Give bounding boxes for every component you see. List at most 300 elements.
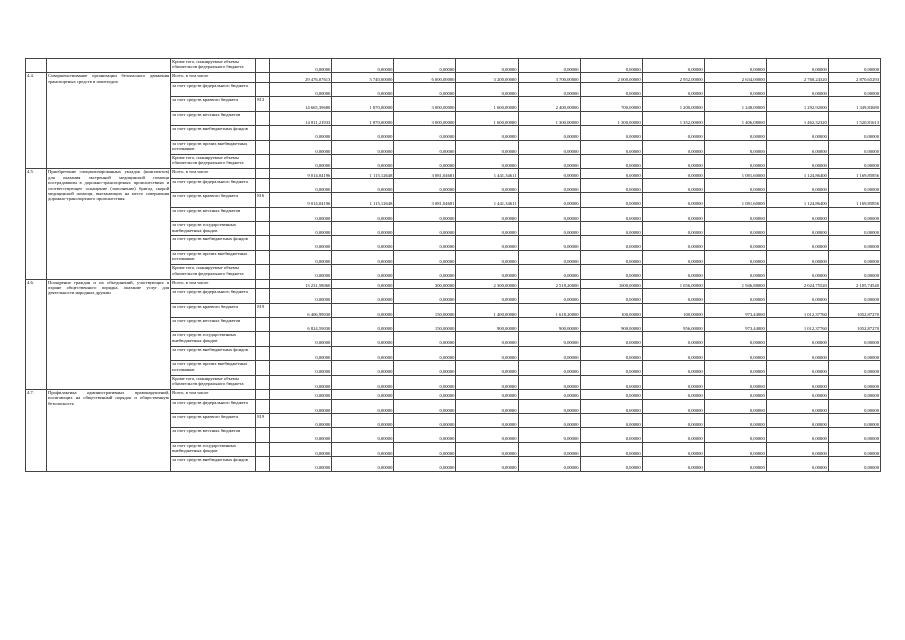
funding-source: за счет средств местных бюджетов [171, 428, 256, 442]
amount-cell: 1 441,34611 [456, 169, 518, 179]
amount-cell: 1 081,60000 [704, 169, 766, 179]
amount-cell: 0,00000 [456, 59, 518, 73]
amount-cell: 0,00000 [270, 361, 332, 375]
budget-code [256, 169, 270, 179]
amount-cell: 0,00000 [332, 236, 394, 250]
amount-cell: 150,00000 [394, 318, 456, 332]
amount-cell: 0,00000 [642, 178, 704, 192]
amount-cell: 0,00000 [270, 207, 332, 221]
amount-cell: 0,00000 [828, 265, 880, 279]
amount-cell: 2 518,20000 [518, 279, 580, 289]
amount-cell: 0,00000 [642, 389, 704, 399]
budget-code: 819 [256, 413, 270, 427]
amount-cell: 1052,87270 [828, 318, 880, 332]
amount-cell: 0,00000 [642, 399, 704, 413]
amount-cell: 0,00000 [704, 413, 766, 427]
section-index [26, 59, 47, 73]
amount-cell: 1 520,81613 [828, 111, 880, 125]
amount-cell: 0,00000 [828, 332, 880, 346]
budget-code [256, 399, 270, 413]
amount-cell: 0,00000 [394, 207, 456, 221]
amount-cell: 0,00000 [642, 126, 704, 140]
amount-cell: 0,00000 [332, 126, 394, 140]
funding-source: за счет средств федерального бюджета [171, 82, 256, 96]
funding-source: за счет средств внебюджетных фондов [171, 457, 256, 471]
amount-cell: 0,00000 [332, 207, 394, 221]
funding-source: за счет средств федерального бюджета [171, 399, 256, 413]
amount-cell: 0,00000 [456, 265, 518, 279]
amount-cell: 0,00000 [456, 236, 518, 250]
funding-source: за счет средств прочих внебюджетных источников [171, 140, 256, 154]
budget-code [256, 82, 270, 96]
amount-cell: 0,00000 [766, 207, 828, 221]
amount-cell: 0,00000 [580, 346, 642, 360]
funding-source: за счет средств государственных внебюджетных фондов [171, 442, 256, 456]
funding-source: за счет средств внебюджетных фондов [171, 346, 256, 360]
amount-cell: 0,00000 [394, 428, 456, 442]
amount-cell: 0,00000 [394, 361, 456, 375]
amount-cell: 1 441,34611 [456, 193, 518, 207]
amount-cell: 0,00000 [332, 318, 394, 332]
budget-code [256, 332, 270, 346]
amount-cell: 0,00000 [580, 413, 642, 427]
amount-cell: 0,00000 [642, 222, 704, 236]
amount-cell: 0,00000 [394, 126, 456, 140]
amount-cell: 0,00000 [270, 428, 332, 442]
amount-cell: 0,00000 [828, 178, 880, 192]
amount-cell: 0,00000 [518, 332, 580, 346]
amount-cell: 0,00000 [270, 289, 332, 303]
amount-cell: 0,00000 [518, 222, 580, 236]
table-row [26, 279, 881, 289]
amount-cell: 0,00000 [704, 428, 766, 442]
amount-cell: 0,00000 [518, 178, 580, 192]
amount-cell: 0,00000 [270, 375, 332, 389]
amount-cell: 0,00000 [704, 389, 766, 399]
budget-code [256, 442, 270, 456]
amount-cell: 0,00000 [642, 140, 704, 154]
funding-source: за счет средств внебюджетных фондов [171, 126, 256, 140]
amount-cell: 6 000,00000 [394, 73, 456, 83]
amount-cell: 0,00000 [766, 178, 828, 192]
amount-cell: 0,00000 [394, 140, 456, 154]
amount-cell: 0,00000 [456, 250, 518, 264]
amount-cell: 3 000,00000 [394, 97, 456, 111]
amount-cell: 0,00000 [704, 82, 766, 96]
amount-cell: 0,00000 [332, 265, 394, 279]
amount-cell: 0,00000 [518, 59, 580, 73]
amount-cell: 0,00000 [580, 428, 642, 442]
amount-cell: 0,00000 [518, 193, 580, 207]
amount-cell: 1 352,00000 [642, 111, 704, 125]
amount-cell: 0,00000 [642, 413, 704, 427]
section-index: 4.5. [26, 169, 47, 279]
section-title [47, 59, 171, 73]
amount-cell: 0,00000 [766, 222, 828, 236]
amount-cell: 0,00000 [828, 399, 880, 413]
funding-source: за счет средств федерального бюджета [171, 289, 256, 303]
amount-cell: 2 952,00000 [642, 73, 704, 83]
budget-code: 813 [256, 97, 270, 111]
amount-cell: 0,00000 [642, 442, 704, 456]
amount-cell: 0,00000 [394, 457, 456, 471]
amount-cell: 0,00000 [828, 389, 880, 399]
amount-cell: 0,00000 [642, 428, 704, 442]
amount-cell: 0,00000 [642, 346, 704, 360]
funding-source: за счет средств местных бюджетов [171, 207, 256, 221]
amount-cell: 0,00000 [394, 346, 456, 360]
amount-cell: 0,00000 [580, 222, 642, 236]
funding-source: Всего, в том числе [171, 169, 256, 179]
amount-cell: 0,00000 [642, 289, 704, 303]
funding-source: за счет средств прочих внебюджетных источников [171, 250, 256, 264]
budget-code [256, 361, 270, 375]
amount-cell: 0,00000 [766, 399, 828, 413]
amount-cell: 0,00000 [766, 361, 828, 375]
budget-code [256, 140, 270, 154]
budget-code [256, 154, 270, 168]
amount-cell: 0,00000 [828, 207, 880, 221]
budget-code [256, 428, 270, 442]
amount-cell: 2 300,00000 [456, 279, 518, 289]
amount-cell: 0,00000 [456, 375, 518, 389]
amount-cell: 0,00000 [766, 332, 828, 346]
amount-cell: 0,00000 [518, 169, 580, 179]
amount-cell: 0,00000 [828, 375, 880, 389]
amount-cell: 0,00000 [828, 250, 880, 264]
amount-cell: 0,00000 [270, 346, 332, 360]
amount-cell: 0,00000 [766, 346, 828, 360]
amount-cell: 0,00000 [766, 140, 828, 154]
funding-source: Кроме того, планируемые объемы обязательств федерального бюджета [171, 59, 256, 73]
table-row [26, 73, 881, 83]
section-title: Совершенствование организации безопасного движения транспортных средств и пешеходов [47, 73, 171, 169]
amount-cell: 0,00000 [456, 178, 518, 192]
funding-source: за счет средств краевого бюджета [171, 97, 256, 111]
amount-cell: 0,00000 [518, 154, 580, 168]
amount-cell: 0,00000 [332, 289, 394, 303]
amount-cell: 0,00000 [394, 442, 456, 456]
amount-cell: 0,00000 [642, 193, 704, 207]
amount-cell: 0,00000 [394, 265, 456, 279]
section-title: Приобретение специализированных укладок (комплектов) для оказания экстренной медицинской помощи пострадавшим в дорожно-транспортных происшествиях и соответствующее оснащение (заполнение) бригад скорой медицинской помощи, выезжающих на место совершения дорожно-транспортного происшествия [47, 169, 171, 279]
amount-cell: 0,00000 [456, 346, 518, 360]
amount-cell: 0,00000 [270, 265, 332, 279]
budget-table [25, 58, 881, 472]
amount-cell: 0,00000 [270, 126, 332, 140]
amount-cell: 0,00000 [580, 375, 642, 389]
amount-cell: 0,00000 [456, 457, 518, 471]
amount-cell: 0,00000 [332, 375, 394, 389]
amount-cell: 0,00000 [456, 332, 518, 346]
amount-cell: 0,00000 [518, 457, 580, 471]
amount-cell: 1 124,86400 [766, 193, 828, 207]
amount-cell: 0,00000 [270, 178, 332, 192]
amount-cell: 0,00000 [580, 236, 642, 250]
amount-cell: 0,00000 [704, 265, 766, 279]
amount-cell: 1 600,00000 [456, 111, 518, 125]
amount-cell: 0,00000 [642, 265, 704, 279]
amount-cell: 0,00000 [518, 140, 580, 154]
amount-cell: 0,00000 [456, 140, 518, 154]
amount-cell: 0,00000 [394, 154, 456, 168]
amount-cell: 0,00000 [642, 207, 704, 221]
amount-cell: 3 000,00000 [394, 111, 456, 125]
amount-cell: 0,00000 [394, 236, 456, 250]
amount-cell: 0,00000 [642, 375, 704, 389]
amount-cell: 1 248,00000 [704, 97, 766, 111]
amount-cell: 2 024,75520 [766, 279, 828, 289]
funding-source: за счет средств краевого бюджета [171, 303, 256, 317]
amount-cell: 0,00000 [642, 82, 704, 96]
amount-cell: 0,00000 [766, 442, 828, 456]
amount-cell: 0,00000 [828, 126, 880, 140]
budget-code [256, 375, 270, 389]
amount-cell: 1 200,00000 [642, 97, 704, 111]
amount-cell: 0,00000 [580, 389, 642, 399]
amount-cell: 0,00000 [394, 389, 456, 399]
amount-cell: 0,00000 [456, 442, 518, 456]
amount-cell: 0,00000 [394, 399, 456, 413]
amount-cell: 0,00000 [704, 375, 766, 389]
funding-source: за счет средств местных бюджетов [171, 111, 256, 125]
amount-cell: 1 349,83680 [828, 97, 880, 111]
amount-cell: 0,00000 [828, 140, 880, 154]
funding-source: за счет средств внебюджетных фондов [171, 236, 256, 250]
amount-cell: 0,00000 [642, 361, 704, 375]
amount-cell: 3 081,04681 [394, 193, 456, 207]
amount-cell: 0,00000 [332, 250, 394, 264]
amount-cell: 0,00000 [518, 442, 580, 456]
amount-cell: 0,00000 [642, 59, 704, 73]
table-row [26, 169, 881, 179]
amount-cell: 0,00000 [456, 222, 518, 236]
amount-cell: 0,00000 [704, 399, 766, 413]
funding-source: Кроме того, планируемые объемы обязательств федерального бюджета [171, 154, 256, 168]
amount-cell: 0,00000 [456, 126, 518, 140]
funding-source: за счет средств государственных внебюджетных фондов [171, 222, 256, 236]
amount-cell: 0,00000 [518, 126, 580, 140]
amount-cell: 6 406,99030 [270, 303, 332, 317]
amount-cell: 1 012,37760 [766, 303, 828, 317]
amount-cell: 0,00000 [518, 361, 580, 375]
funding-source: Кроме того, планируемые объемы обязательств федерального бюджета [171, 375, 256, 389]
budget-code [256, 178, 270, 192]
amount-cell: 3 200,00000 [456, 73, 518, 83]
amount-cell: 0,00000 [580, 289, 642, 303]
amount-cell: 0,00000 [332, 303, 394, 317]
amount-cell: 0,00000 [704, 178, 766, 192]
amount-cell: 0,00000 [580, 140, 642, 154]
amount-cell: 973,44000 [704, 318, 766, 332]
amount-cell: 6 824,59030 [270, 318, 332, 332]
amount-cell: 0,00000 [518, 82, 580, 96]
table-row [26, 59, 881, 73]
budget-code [256, 126, 270, 140]
amount-cell: 2 634,00000 [704, 73, 766, 83]
amount-cell: 3 740,00000 [332, 73, 394, 83]
budget-code [256, 59, 270, 73]
amount-cell: 0,00000 [766, 265, 828, 279]
amount-cell: 0,00000 [270, 82, 332, 96]
funding-source: Всего, в том числе [171, 279, 256, 289]
amount-cell: 0,00000 [518, 399, 580, 413]
amount-cell: 0,00000 [580, 126, 642, 140]
amount-cell: 1 056,00000 [642, 279, 704, 289]
amount-cell: 0,00000 [828, 289, 880, 303]
amount-cell: 2 105,74540 [828, 279, 880, 289]
funding-source: за счет средств краевого бюджета [171, 413, 256, 427]
amount-cell: 0,00000 [642, 457, 704, 471]
amount-cell: 973,44000 [704, 303, 766, 317]
amount-cell: 0,00000 [518, 413, 580, 427]
amount-cell: 1 115,12648 [332, 193, 394, 207]
amount-cell: 0,00000 [332, 346, 394, 360]
amount-cell: 0,00000 [828, 59, 880, 73]
amount-cell: 1 406,08000 [704, 111, 766, 125]
amount-cell: 0,00000 [456, 207, 518, 221]
amount-cell: 0,00000 [456, 399, 518, 413]
section-index: 4.7. [26, 389, 47, 471]
amount-cell: 700,00000 [580, 97, 642, 111]
amount-cell: 0,00000 [580, 361, 642, 375]
amount-cell: 0,00000 [518, 346, 580, 360]
budget-code [256, 222, 270, 236]
amount-cell: 0,00000 [332, 59, 394, 73]
amount-cell: 0,00000 [580, 178, 642, 192]
budget-table-body [26, 59, 881, 472]
amount-cell: 0,00000 [332, 457, 394, 471]
amount-cell: 0,00000 [456, 389, 518, 399]
funding-source: за счет средств федерального бюджета [171, 178, 256, 192]
budget-code [256, 457, 270, 471]
amount-cell: 0,00000 [332, 279, 394, 289]
amount-cell: 0,00000 [704, 140, 766, 154]
amount-cell: 0,00000 [704, 289, 766, 303]
amount-cell: 0,00000 [394, 250, 456, 264]
amount-cell: 0,00000 [580, 250, 642, 264]
amount-cell: 0,00000 [394, 82, 456, 96]
amount-cell: 0,00000 [642, 169, 704, 179]
amount-cell: 1 870,00000 [332, 97, 394, 111]
amount-cell: 0,00000 [332, 178, 394, 192]
amount-cell: 0,00000 [332, 154, 394, 168]
amount-cell: 150,00000 [394, 303, 456, 317]
amount-cell: 0,00000 [394, 375, 456, 389]
amount-cell: 0,00000 [518, 375, 580, 389]
amount-cell: 0,00000 [828, 222, 880, 236]
amount-cell: 100,00000 [642, 303, 704, 317]
amount-cell: 0,00000 [828, 82, 880, 96]
amount-cell: 1000,00000 [580, 279, 642, 289]
amount-cell: 0,00000 [332, 389, 394, 399]
amount-cell: 0,00000 [456, 413, 518, 427]
amount-cell: 1052,87270 [828, 303, 880, 317]
amount-cell: 0,00000 [704, 207, 766, 221]
amount-cell: 900,00000 [456, 318, 518, 332]
amount-cell: 0,00000 [518, 265, 580, 279]
amount-cell: 0,00000 [332, 442, 394, 456]
budget-code [256, 289, 270, 303]
amount-cell: 0,00000 [766, 457, 828, 471]
amount-cell: 0,00000 [828, 457, 880, 471]
amount-cell: 0,00000 [270, 250, 332, 264]
funding-source: Кроме того, планируемые объемы обязательств федерального бюджета [171, 265, 256, 279]
amount-cell: 0,00000 [270, 59, 332, 73]
budget-code [256, 73, 270, 83]
budget-code [256, 279, 270, 289]
amount-cell: 2 000,00000 [580, 73, 642, 83]
amount-cell: 13 231,58060 [270, 279, 332, 289]
amount-cell: 100,00000 [580, 303, 642, 317]
amount-cell: 0,00000 [270, 442, 332, 456]
amount-cell: 0,00000 [642, 154, 704, 168]
funding-source: Всего, в том числе [171, 389, 256, 399]
amount-cell: 0,00000 [456, 154, 518, 168]
amount-cell: 0,00000 [518, 236, 580, 250]
budget-code [256, 250, 270, 264]
amount-cell: 1 012,37760 [766, 318, 828, 332]
amount-cell: 3 081,04681 [394, 169, 456, 179]
budget-code [256, 207, 270, 221]
amount-cell: 0,00000 [828, 154, 880, 168]
amount-cell: 0,00000 [332, 399, 394, 413]
amount-cell: 0,00000 [580, 154, 642, 168]
amount-cell: 0,00000 [580, 442, 642, 456]
amount-cell: 0,00000 [580, 457, 642, 471]
amount-cell: 0,00000 [518, 250, 580, 264]
amount-cell: 1 400,00000 [456, 303, 518, 317]
amount-cell: 0,00000 [642, 250, 704, 264]
amount-cell: 0,00000 [332, 332, 394, 346]
amount-cell: 1 300,00000 [580, 111, 642, 125]
amount-cell: 0,00000 [456, 361, 518, 375]
amount-cell: 0,00000 [828, 442, 880, 456]
amount-cell: 0,00000 [270, 457, 332, 471]
amount-cell: 0,00000 [704, 457, 766, 471]
amount-cell: 29 476,07613 [270, 73, 332, 83]
table-row [26, 389, 881, 399]
amount-cell: 900,00000 [580, 318, 642, 332]
amount-cell: 0,00000 [518, 389, 580, 399]
amount-cell: 0,00000 [332, 428, 394, 442]
amount-cell: 1 600,00000 [456, 97, 518, 111]
amount-cell: 9 014,04196 [270, 193, 332, 207]
funding-source: за счет средств прочих внебюджетных источников [171, 361, 256, 375]
amount-cell: 2 870,65293 [828, 73, 880, 83]
amount-cell: 0,00000 [580, 59, 642, 73]
amount-cell: 0,00000 [766, 154, 828, 168]
amount-cell: 0,00000 [332, 413, 394, 427]
amount-cell: 0,00000 [580, 82, 642, 96]
budget-code: 816 [256, 193, 270, 207]
amount-cell: 0,00000 [332, 222, 394, 236]
amount-cell: 0,00000 [828, 413, 880, 427]
section-index: 4.6. [26, 279, 47, 389]
amount-cell: 2 400,00000 [518, 97, 580, 111]
amount-cell: 0,00000 [766, 375, 828, 389]
funding-source: за счет средств государственных внебюджетных фондов [171, 332, 256, 346]
amount-cell: 0,00000 [394, 289, 456, 303]
amount-cell: 956,00000 [642, 318, 704, 332]
amount-cell: 1 115,12648 [332, 169, 394, 179]
budget-code [256, 236, 270, 250]
amount-cell: 0,00000 [332, 361, 394, 375]
amount-cell: 14 665,39680 [270, 97, 332, 111]
amount-cell: 0,00000 [270, 236, 332, 250]
amount-cell: 0,00000 [270, 154, 332, 168]
amount-cell: 0,00000 [766, 428, 828, 442]
